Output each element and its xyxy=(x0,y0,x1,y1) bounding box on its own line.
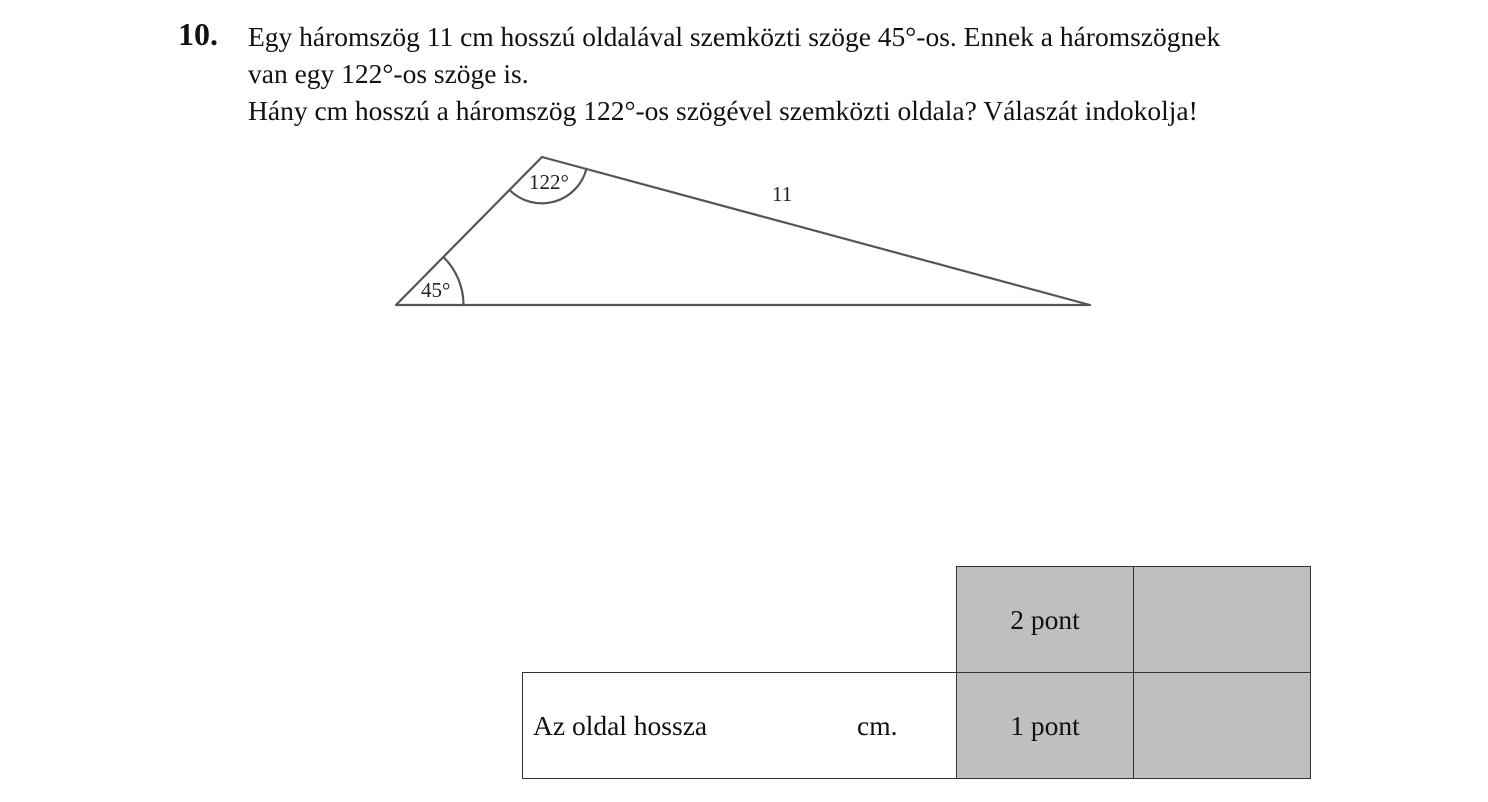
points-cell-row1 xyxy=(956,566,1134,673)
points-label-row2: 1 pont xyxy=(1010,709,1080,741)
triangle-outline xyxy=(396,157,1090,305)
angle-label-top: 122° xyxy=(529,170,569,194)
points-cell-row2 xyxy=(956,672,1134,779)
triangle-figure xyxy=(0,0,1488,340)
angle-label-left: 45° xyxy=(421,278,451,302)
score-cell-row1 xyxy=(1133,566,1311,673)
problem-line-3: Hány cm hosszú a háromszög 122°-os szögével szemközti oldala? Válaszát indokolja! xyxy=(248,95,1198,126)
answer-cell[interactable] xyxy=(522,672,957,779)
answer-label: Az oldal hossza xyxy=(533,709,708,741)
side-label: 11 xyxy=(772,182,793,206)
points-label-row1: 2 pont xyxy=(1010,603,1080,635)
answer-unit: cm. xyxy=(857,709,898,741)
problem-number: 10. xyxy=(178,16,218,52)
score-cell-row2 xyxy=(1133,672,1311,779)
problem-line-1: Egy háromszög 11 cm hosszú oldalával szemközti szöge 45°-os. Ennek a háromszögnek xyxy=(248,21,1221,52)
problem-line-2: van egy 122°-os szöge is. xyxy=(248,58,529,89)
